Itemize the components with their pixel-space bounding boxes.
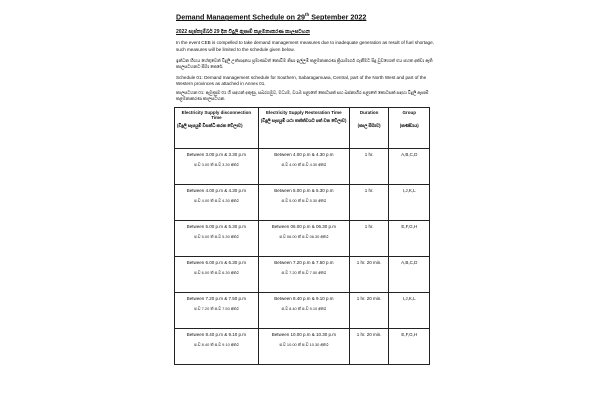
table-row [175,257,430,293]
header-duration: Duration (කාල සීමාව) [349,108,389,149]
cell-group: A,B,C,D [389,149,430,185]
table-header-row [175,108,430,149]
cell-group: E,F,G,H [389,329,430,365]
sinhala-title: 2022 සැප්තැම්බර් 29 දින විදුලි ඇප්‍රුම් කළමනාකරණ කාලසටහන [176,29,310,36]
document-title: Demand Management Schedule on 29th September 2022 [176,12,367,22]
cell-group: I,J,K,L [389,185,430,221]
header-group: Group (කණ්ඩාය) [389,108,430,149]
header-disconnection: Electricity Supply disconnection Time (විදුලි සැපයුම් විසන්ධි කරන වේලාව) [175,108,259,149]
intro-paragraph-si: ඉන්ධන හිඟය හේතුවෙන් විදුලි උත්පාදනය ප්‍රමාණවත් නොවීම නිසා ඉල්ලුම් කළමනාකරණ ක්‍රියාමාර්ග ගැනීමට සිදු වුවහොත් එය පහත දක්වා ඇති කාලසටහනට සීමා කෙරේ. [176,57,433,69]
cell-restoration: Between 4.00 p.m & 4.30 p.m ප.ව 4.00 ත් ප.ව 4.30 අතර [258,149,349,185]
header-restoration: Electricity Supply Restoration Time (විදුලි සැපයුම් යථා තත්ත්වයට පත් වන වේලාව) [258,108,349,149]
table-row [175,149,430,185]
cell-duration: 1 hr. 20 min. [349,329,389,365]
schedule-paragraph-en: Schedule 01: Demand management schedule for Southern, Sabaragamuwa, Central, part of the North West and part of the Western provinces as attached in Annex 01. [176,74,427,86]
cell-restoration: Between 06.00 p.m & 06.30 p.m ප.ව 06.00 ත් ප.ව 06.30 අතර [258,221,349,257]
document-page [172,8,434,365]
cell-disconnection: Between 4.00 p.m & 4.30 p.m ප.ව 4.00 ත් ප.ව 4.30 අතර [175,185,259,221]
cell-duration: 1 hr. 20 min. [349,257,389,293]
cell-disconnection: Between 3.00 p.m & 3.30 p.m ප.ව 3.00 ත් ප.ව 3.30 අතර [175,149,259,185]
cell-group: I,J,K,L [389,293,430,329]
table-row [175,221,430,257]
cell-duration: 1 hr. [349,185,389,221]
table-row [175,185,430,221]
cell-restoration: Between 10.00 p.m & 10.30 p.m ප.ව 10.00 ත් ප.ව 10.30 අතර [258,329,349,365]
cell-disconnection: Between 6.00 p.m & 6.30 p.m ප.ව 6.00 ත් ප.ව 6.30 අතර [175,257,259,293]
table-row [175,329,430,365]
table-row [175,293,430,329]
intro-paragraph-en: In the event CEB is compelled to take demand management measures due to inadequate generation as result of fuel shortage, such measures will be limited to the schedule given below. [176,40,434,52]
cell-restoration: Between 8.40 p.m & 9.10 p.m ප.ව 8.40 ත් ප.ව 9.10 අතර [258,293,349,329]
cell-restoration: Between 5.00 p.m & 5.30 p.m ප.ව 5.00 ත් ප.ව 5.30 අතර [258,185,349,221]
schedule-table [174,107,430,365]
cell-disconnection: Between 5.00 p.m & 5.30 p.m ප.ව 5.00 ත් ප.ව 5.30 අතර [175,221,259,257]
cell-duration: 1 hr. [349,221,389,257]
cell-disconnection: Between 7.20 p.m & 7.50 p.m ප.ව 7.20 ත් ප.ව 7.50 අතර [175,293,259,329]
schedule-paragraph-si: කාලසටහන 01: ඇමුණුම 01 හි සඳහන් දකුණු, සබරගමුව, මධ්‍යම, වයඹ පළාතේ කොටසක් සහ බස්නාහිර පළාතේ කොටසක් සඳහා විදුලි ඇප්‍රුම් කළමනාකරණ කාලසටහන. [176,90,429,102]
cell-duration: 1 hr. [349,149,389,185]
cell-disconnection: Between 8.40 p.m & 9.10 p.m ප.ව 8.40 ත් ප.ව 9.10 අතර [175,329,259,365]
cell-restoration: Between 7.20 p.m & 7.50 p.m ප.ව 7.20 ත් ප.ව 7.50 අතර [258,257,349,293]
cell-group: A,B,C,D [389,257,430,293]
cell-group: E,F,G,H [389,221,430,257]
cell-duration: 1 hr. 20 min. [349,293,389,329]
